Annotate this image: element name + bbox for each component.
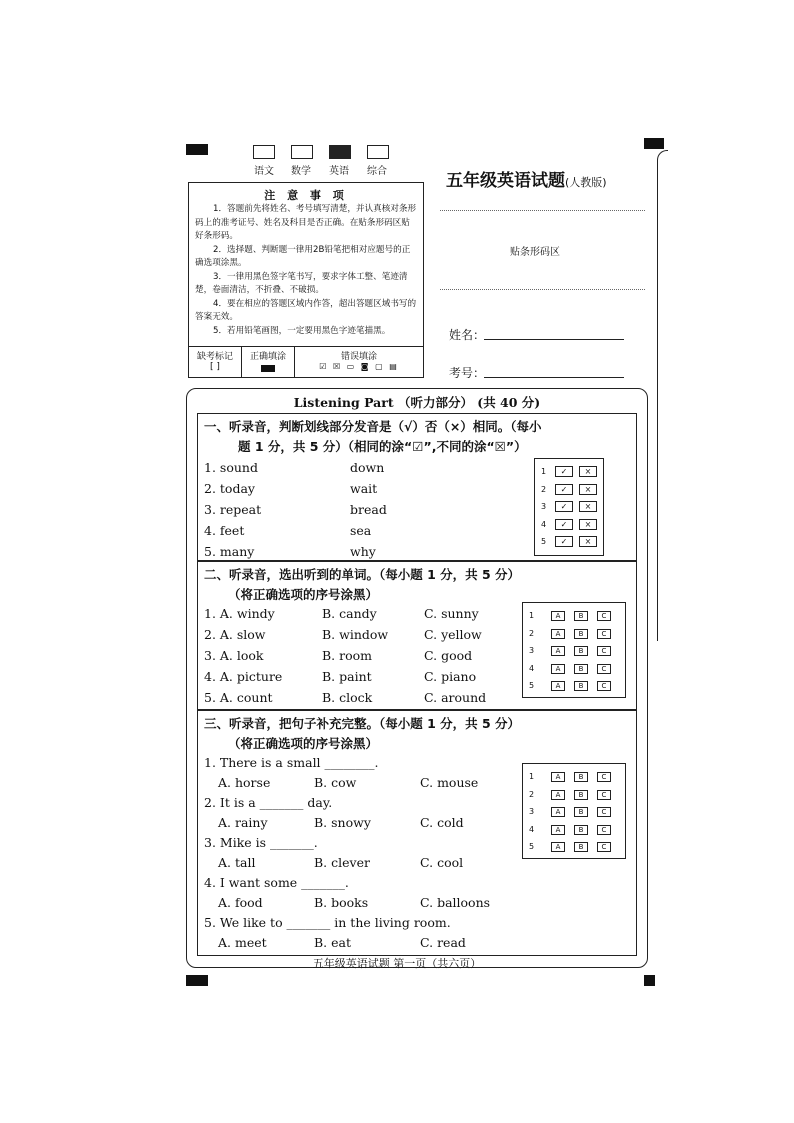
- row-number: 2: [529, 789, 535, 799]
- row-number: 5: [529, 681, 535, 690]
- row-number: 1: [529, 772, 535, 781]
- option-bubble-b[interactable]: B: [574, 681, 588, 691]
- section-3-instruction: （将正确选项的序号涂黑）: [228, 736, 379, 751]
- option-a: 1. A. windy: [204, 606, 275, 621]
- row-number: 4: [529, 824, 535, 834]
- sheet-row: [523, 770, 625, 786]
- answer-sheet-3: [522, 763, 626, 859]
- name-field[interactable]: [484, 339, 624, 340]
- row-number: 2: [529, 628, 535, 638]
- barcode-label: 贴条形码区: [510, 247, 560, 258]
- option-bubble-a[interactable]: A: [551, 681, 565, 691]
- option-bubble-c[interactable]: C: [597, 664, 611, 674]
- wrong-fill-cell: [295, 347, 423, 377]
- corner-mark: [644, 975, 655, 986]
- option-a: 4. A. picture: [204, 669, 283, 684]
- option-c: C. sunny: [424, 606, 479, 621]
- corner-mark: [186, 975, 208, 986]
- notice-item: 4．要在相应的答题区域内作答，超出答题区域书写的答案无效。: [195, 298, 417, 322]
- option-bubble-c[interactable]: C: [597, 842, 611, 852]
- question-text: 2. It is a _______ day.: [204, 795, 333, 810]
- section-2: [197, 561, 637, 710]
- check-bubble[interactable]: ✓: [555, 466, 573, 477]
- option-bubble-b[interactable]: B: [574, 629, 588, 639]
- row-number: 5: [529, 842, 535, 851]
- word-a: 1. sound: [204, 460, 258, 475]
- check-bubble[interactable]: ✓: [555, 484, 573, 495]
- option-bubble-a[interactable]: A: [551, 629, 565, 639]
- edition-note: (人教版): [565, 176, 607, 189]
- name-label: 姓名：: [449, 328, 486, 342]
- row-number: 5: [541, 537, 547, 546]
- section-3-instruction: 三、听录音，把句子补充完整。（每小题 1 分，共 5 分）: [204, 716, 521, 731]
- section-2-instruction: 二、听录音，选出听到的单词。（每小题 1 分，共 5 分）: [204, 567, 521, 582]
- option-bubble-b[interactable]: B: [574, 825, 588, 835]
- cross-bubble[interactable]: ×: [579, 519, 597, 530]
- word-b: why: [350, 544, 376, 559]
- option-c: C. read: [420, 935, 466, 950]
- option-bubble-b[interactable]: B: [574, 772, 588, 782]
- word-b: wait: [350, 481, 378, 496]
- notice-item: 1．答题前先将姓名、考号填写清楚，并认真核对条形码上的准考证号、姓名及科目是否正确。在贴条形码区贴好条形码。: [195, 204, 417, 241]
- section-1: [197, 413, 637, 561]
- section-1-instruction: 题 1 分，共 5 分）（相同的涂“☑”,不同的涂“☒”）: [238, 439, 527, 454]
- notice-item: 3．一律用黑色签字笔书写，要求字体工整、笔迹清楚，卷面清洁，不折叠、不破损。: [195, 271, 408, 295]
- option-bubble-c[interactable]: C: [597, 807, 611, 817]
- option-a: A. tall: [218, 855, 256, 870]
- wrong-fill-examples: ☑ ☒ ▭ ◙ ▢ ▤: [319, 362, 399, 371]
- exam-number-label: 考号：: [449, 366, 486, 380]
- sheet-row: [523, 662, 625, 678]
- section-3: [197, 710, 637, 956]
- option-bubble-a[interactable]: A: [551, 825, 565, 835]
- option-bubble-c[interactable]: C: [597, 825, 611, 835]
- option-bubble-c[interactable]: C: [597, 790, 611, 800]
- barcode-area: [440, 210, 645, 290]
- exam-number-field[interactable]: [484, 377, 624, 378]
- answer-sheet-2: [522, 602, 626, 698]
- option-c: C. good: [424, 648, 473, 663]
- sheet-row: [535, 500, 603, 516]
- question-text: 5. We like to _______ in the living room.: [204, 915, 451, 930]
- option-bubble-a[interactable]: A: [551, 807, 565, 817]
- subject-label: 综合: [367, 166, 387, 177]
- cross-bubble[interactable]: ×: [579, 484, 597, 495]
- word-a: 2. today: [204, 481, 255, 496]
- row-number: 3: [529, 807, 535, 816]
- option-a: 5. A. count: [204, 690, 273, 705]
- option-c: C. around: [424, 690, 487, 705]
- sheet-row: [535, 518, 603, 534]
- option-bubble-b[interactable]: B: [574, 807, 588, 817]
- subject-label: 英语: [329, 166, 349, 177]
- row-number: 3: [541, 502, 547, 511]
- corner-mark: [644, 138, 664, 149]
- word-a: 5. many: [204, 544, 255, 559]
- word-a: 4. feet: [204, 523, 245, 538]
- check-bubble[interactable]: ✓: [555, 501, 573, 512]
- option-bubble-b[interactable]: B: [574, 664, 588, 674]
- listening-title: Listening Part （听力部分） (共 40 分): [293, 395, 541, 410]
- row-number: 4: [541, 519, 547, 529]
- question-text: 1. There is a small ________.: [204, 755, 379, 770]
- option-bubble-a[interactable]: A: [551, 772, 565, 782]
- option-a: 3. A. look: [204, 648, 264, 663]
- option-bubble-b[interactable]: B: [574, 842, 588, 852]
- option-c: C. cool: [420, 855, 464, 870]
- question-text: 3. Mike is _______.: [204, 835, 318, 850]
- option-b: B. books: [314, 895, 369, 910]
- option-c: C. cold: [420, 815, 464, 830]
- row-number: 4: [529, 663, 535, 673]
- option-bubble-a[interactable]: A: [551, 664, 565, 674]
- row-number: 1: [541, 467, 547, 476]
- check-bubble[interactable]: ✓: [555, 536, 573, 547]
- sheet-row: [535, 465, 603, 481]
- option-b: B. clever: [314, 855, 370, 870]
- sheet-row: [523, 788, 625, 804]
- page-footer: 五年级英语试题 第一页（共六页）: [312, 957, 482, 970]
- option-bubble-a[interactable]: A: [551, 790, 565, 800]
- notice-item: 5．若用铅笔画图，一定要用黑色字迹笔描黑。: [213, 325, 391, 336]
- option-b: B. candy: [322, 606, 377, 621]
- binding-edge: [657, 150, 668, 641]
- option-b: B. eat: [314, 935, 352, 950]
- sheet-row: [523, 627, 625, 643]
- sheet-row: [535, 483, 603, 499]
- row-number: 2: [541, 484, 547, 494]
- subject-label: 数学: [291, 166, 311, 177]
- subject-label: 语文: [254, 166, 274, 177]
- check-bubble[interactable]: ✓: [555, 519, 573, 530]
- option-b: B. window: [322, 627, 389, 642]
- missing-mark-cell[interactable]: [189, 347, 242, 377]
- subject-box-chinese[interactable]: [253, 145, 275, 159]
- sheet-row: [535, 535, 603, 551]
- option-a: A. meet: [218, 935, 267, 950]
- fill-examples: [189, 346, 423, 377]
- sheet-row: [523, 609, 625, 625]
- option-bubble-c[interactable]: C: [597, 629, 611, 639]
- option-b: B. cow: [314, 775, 357, 790]
- option-bubble-c[interactable]: C: [597, 646, 611, 656]
- option-b: B. paint: [322, 669, 372, 684]
- question-text: 4. I want some _______.: [204, 875, 349, 890]
- sheet-row: [523, 679, 625, 695]
- cross-bubble[interactable]: ×: [579, 466, 597, 477]
- option-a: 2. A. slow: [204, 627, 266, 642]
- option-bubble-b[interactable]: B: [574, 611, 588, 621]
- listening-part-box: [186, 388, 648, 968]
- section-1-instruction: 一、听录音，判断划线部分发音是（√）否（×）相同。（每小: [204, 419, 542, 434]
- option-bubble-c[interactable]: C: [597, 681, 611, 691]
- option-bubble-b[interactable]: B: [574, 646, 588, 656]
- word-a: 3. repeat: [204, 502, 262, 517]
- cross-bubble[interactable]: ×: [579, 501, 597, 512]
- option-bubble-a[interactable]: A: [551, 646, 565, 656]
- corner-mark: [186, 144, 208, 155]
- row-number: 1: [529, 611, 535, 620]
- row-number: 3: [529, 646, 535, 655]
- option-c: C. balloons: [420, 895, 491, 910]
- option-bubble-a[interactable]: A: [551, 842, 565, 852]
- option-c: C. mouse: [420, 775, 479, 790]
- word-b: bread: [350, 502, 387, 517]
- option-a: A. horse: [218, 775, 271, 790]
- notice-item: 2．选择题、判断题一律用2B铅笔把相对应题号的正确选项涂黑。: [195, 244, 411, 268]
- option-c: C. piano: [424, 669, 477, 684]
- option-c: C. yellow: [424, 627, 482, 642]
- answer-sheet-1: [534, 458, 604, 556]
- option-bubble-a[interactable]: A: [551, 611, 565, 621]
- option-bubble-c[interactable]: C: [597, 611, 611, 621]
- missing-mark-label: 缺考标记: [196, 352, 233, 362]
- exam-title-text: 五年级英语试题: [446, 171, 565, 191]
- option-a: A. food: [218, 895, 263, 910]
- option-b: B. room: [322, 648, 373, 663]
- correct-fill-cell: [242, 347, 295, 377]
- correct-fill-example: [261, 365, 275, 372]
- section-2-instruction: （将正确选项的序号涂黑）: [228, 587, 379, 602]
- sheet-row: [523, 644, 625, 660]
- wrong-fill-label: 错误填涂: [340, 352, 377, 362]
- option-bubble-c[interactable]: C: [597, 772, 611, 782]
- subject-box-english[interactable]: [329, 145, 351, 159]
- sheet-row: [523, 823, 625, 839]
- notice-title: 注 意 事 项: [264, 189, 348, 202]
- missing-mark-box: [ ]: [210, 362, 220, 372]
- word-b: down: [350, 460, 385, 475]
- correct-fill-label: 正确填涂: [249, 352, 286, 362]
- sheet-row: [523, 805, 625, 821]
- word-b: sea: [350, 523, 372, 538]
- subject-box-general[interactable]: [367, 145, 389, 159]
- cross-bubble[interactable]: ×: [579, 536, 597, 547]
- exam-title: [446, 166, 607, 191]
- option-b: B. clock: [322, 690, 373, 705]
- option-b: B. snowy: [314, 815, 371, 830]
- notice-box: [188, 182, 424, 378]
- option-bubble-b[interactable]: B: [574, 790, 588, 800]
- subject-box-math[interactable]: [291, 145, 313, 159]
- option-a: A. rainy: [218, 815, 268, 830]
- sheet-row: [523, 840, 625, 856]
